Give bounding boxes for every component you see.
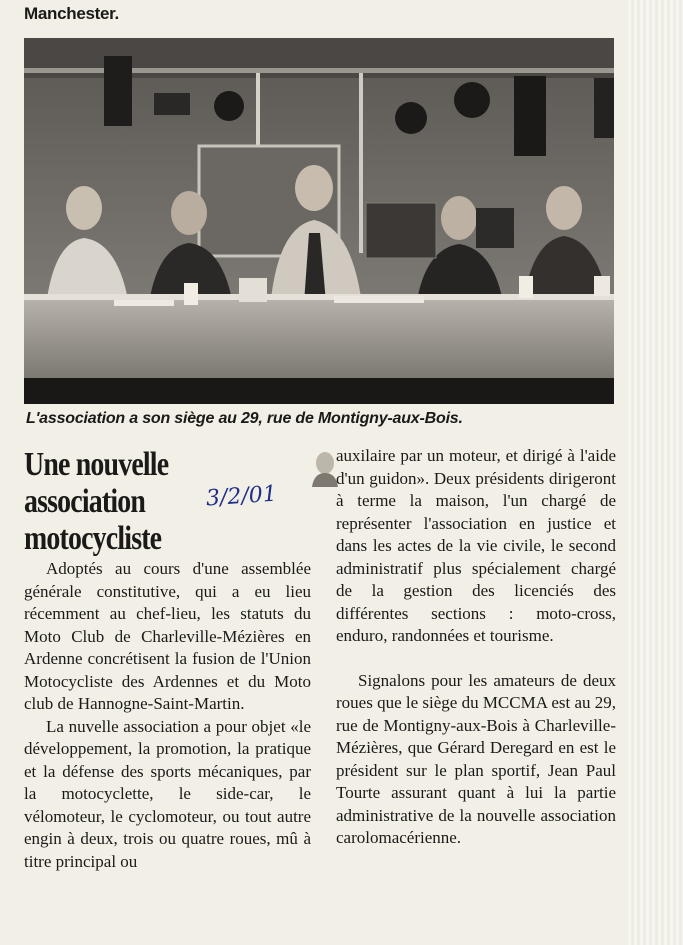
article-column-right [336,445,616,850]
article-paragraph: La nuvelle association a pour objet «le développement, la promotion, la pratique et la défense des sports mécaniques, par la motocyclette, le side-car, le vélomoteur, le cyclomoteur, ou tout autre engin à deux, trois ou quatre roues, mû à titre principal ou [24,716,311,871]
article-column-left [24,558,311,873]
headline-line: motocycliste [24,520,162,557]
photo-caption: L'association a son siège au 29, rue de Montigny-aux-Bois. [26,410,463,427]
article-paragraph: Adoptés au cours d'une assemblée générale constitutive, qui a eu lieu récemment au chef-lieu, les statuts du Moto Club de Charleville-Mézières en Ardenne concrétisent la fusion de l'Union Motocycliste des Ardennes et du Moto club de Hannogne-Saint-Martin. [24,559,311,713]
handwritten-date: 3/2/01 [205,481,278,512]
article-paragraph: Signalons pour les amateurs de deux roues que le siège du MCCMA est au 29, rue de Montigny-aux-Bois à Charleville-Mézières, que Gérard Deregard en est le président sur le plan sportif, Jean Paul Tourte assurant quant à lui la partie administrative de la nouvelle association carolomacérienne. [336,670,616,847]
meeting-photo [24,38,614,404]
headline-line: Une nouvelle [24,446,169,483]
scan-background [628,0,683,945]
previous-article-fragment: Manchester. [24,4,119,23]
article-paragraph: auxilaire par un moteur, et dirigé à l'aide d'un guidon». Deux présidents dirigeront à terme la maison, l'un chargé de représenter l'association en justice et dans les actes de la vie civile, le second administratif plus spécialement chargé de la gestion des licenciés des différentes sections : moto-cross, enduro, randonnées et tourisme. [336,446,616,645]
headline-line: association [24,483,146,520]
